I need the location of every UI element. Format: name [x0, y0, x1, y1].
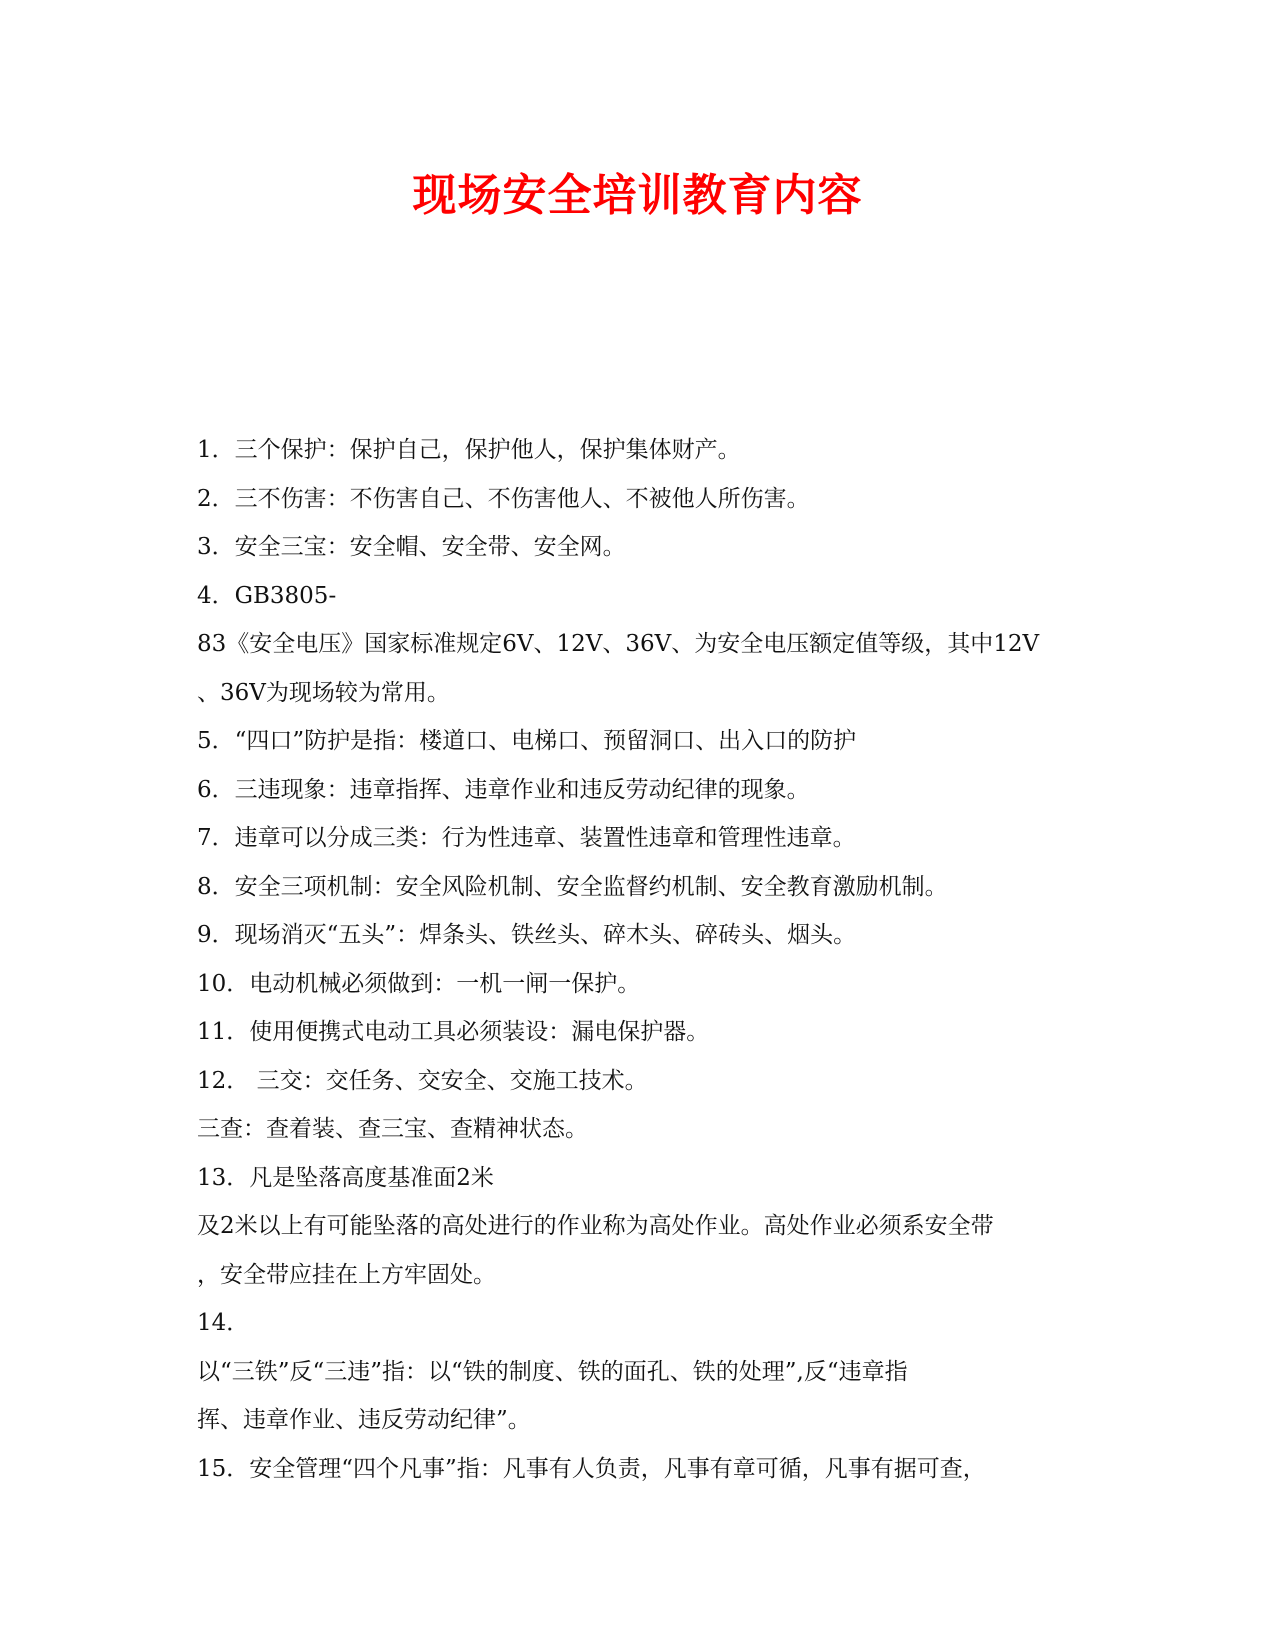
text-line: 12． 三交：交任务、交安全、交施工技术。 — [197, 1067, 648, 1094]
text-line: 以“三铁”反“三违”指：以“铁的制度、铁的面孔、铁的处理”,反“违章指 — [197, 1358, 908, 1385]
document-title: 现场安全培训教育内容 — [412, 170, 863, 221]
text-line: 、36V为现场较为常用。 — [197, 679, 450, 706]
text-line: ，安全带应挂在上方牢固处。 — [197, 1261, 496, 1288]
text-line: 8．安全三项机制：安全风险机制、安全监督约机制、安全教育激励机制。 — [197, 873, 948, 900]
text-line: 11．使用便携式电动工具必须装设：漏电保护器。 — [197, 1019, 710, 1045]
text-line: 6．三违现象：违章指挥、违章作业和违反劳动纪律的现象。 — [197, 776, 810, 803]
text-line: 4．GB3805- — [197, 582, 337, 609]
text-line: 1．三个保护：保护自己，保护他人，保护集体财产。 — [197, 437, 741, 463]
text-line: 3．安全三宝：安全帽、安全带、安全网。 — [197, 534, 626, 560]
text-line: 14． — [197, 1310, 250, 1336]
text-line: 及2米以上有可能坠落的高处进行的作业称为高处作业。高处作业必须系安全带 — [197, 1213, 994, 1239]
text-line: 5．“四口”防护是指：楼道口、电梯口、预留洞口、出入口的防护 — [197, 728, 857, 754]
text-line: 2．三不伤害：不伤害自己、不伤害他人、不被他人所伤害。 — [197, 485, 810, 512]
text-line: 15．安全管理“四个凡事”指：凡事有人负责，凡事有章可循，凡事有据可查， — [197, 1455, 986, 1482]
text-line: 83《安全电压》国家标准规定6V、12V、36V、为安全电压额定值等级，其中12V — [197, 631, 1040, 657]
text-line: 挥、违章作业、违反劳动纪律”。 — [197, 1407, 531, 1433]
text-line: 9．现场消灭“五头”：焊条头、铁丝头、碎木头、碎砖头、烟头。 — [197, 922, 857, 948]
text-line: 7．违章可以分成三类：行为性违章、装置性违章和管理性违章。 — [197, 825, 856, 851]
text-line: 10．电动机械必须做到：一机一闸一保护。 — [197, 970, 641, 997]
text-line: 13．凡是坠落高度基准面2米 — [197, 1164, 494, 1191]
text-line: 三查：查着装、查三宝、查精神状态。 — [197, 1116, 588, 1142]
document-body — [197, 426, 1077, 1493]
